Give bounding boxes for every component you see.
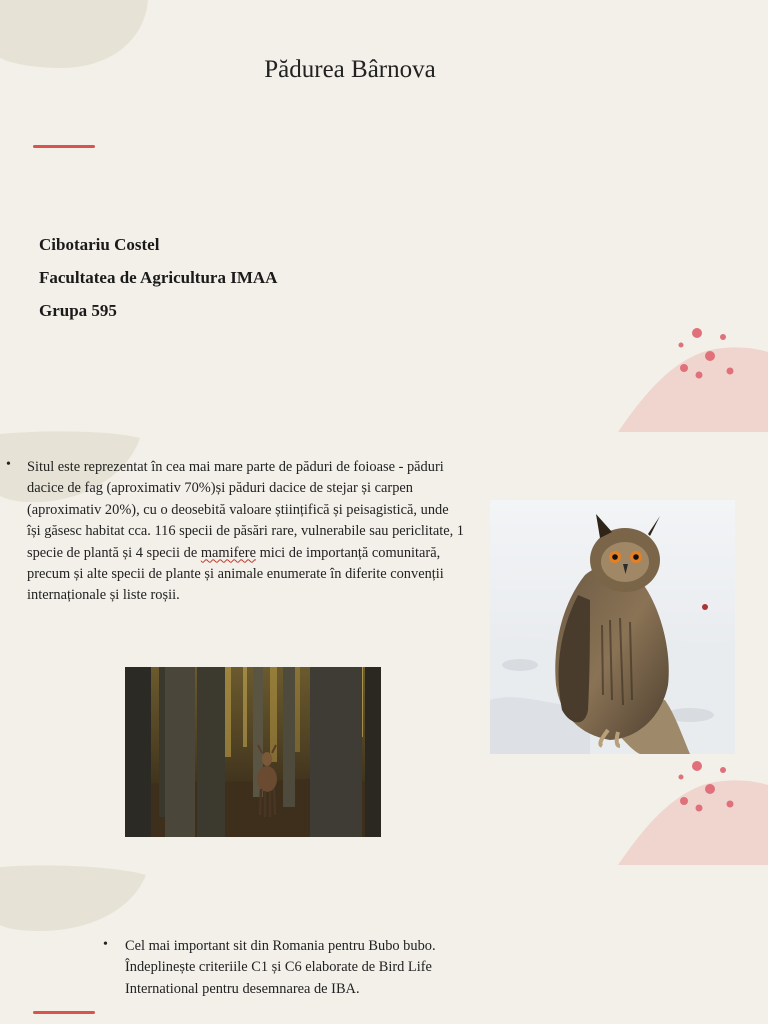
right-pink-blob-top: [610, 320, 768, 435]
author-faculty: Facultatea de Agricultura IMAA: [39, 268, 278, 287]
forest-deer-photo: [125, 667, 381, 837]
author-block: [39, 228, 277, 327]
site-description-text-end: mici de importanță comunitară, precum și alte specii de plante și animale enumerate în diferite convenții internaționale și liste roșii.: [27, 544, 444, 604]
owl-photo: [490, 500, 735, 754]
eagle-owl-in-snow-icon: [490, 500, 735, 754]
site-description-text: Situl este reprezentat în cea mai mare parte de păduri de foioase - păduri dacice de fag (aproximativ 70%)și păduri dacice de stejar și carpen (aproximativ 20%), cu o deosebită valoare științifică și peisagistică, unde își găsesc habitat cca. 116 specii de păsări rare, vulnerabile sau periclitate, 1 specie de plantă și 4 specii de: [27, 459, 464, 561]
bottom-accent-line: [33, 1011, 95, 1014]
spellcheck-underlined-word: mamifere: [200, 544, 256, 561]
bubo-site-paragraph: Cel mai important sit din Romania pentru Bubo bubo. Îndeplinește criteriile C1 și C6 elaborate de Bird Life International pentru desemnarea de IBA.: [125, 938, 436, 997]
bottom-left-blob: [0, 865, 150, 935]
deer-in-forest-icon: [125, 667, 381, 837]
author-name: Cibotariu Costel: [39, 235, 160, 254]
site-description-paragraph: [27, 457, 465, 607]
author-group: Grupa 595: [39, 301, 117, 320]
bullet-marker-2: •: [103, 937, 108, 952]
bullet-marker-1: •: [6, 457, 11, 472]
title-accent-line: [33, 145, 95, 148]
right-pink-blob-bottom: [610, 755, 768, 870]
slide-title: Pădurea Bârnova: [264, 56, 436, 83]
